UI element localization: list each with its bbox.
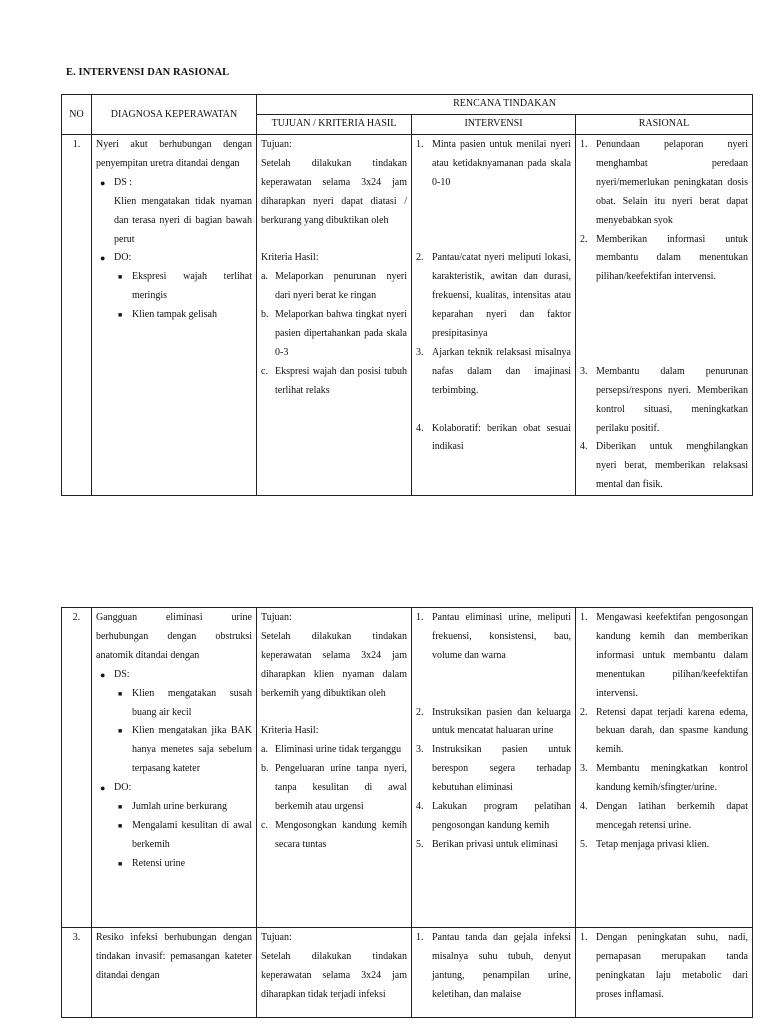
list-item: ■ Jumlah urine berkurang bbox=[118, 801, 227, 813]
do-bullet: ● DO: bbox=[100, 252, 132, 264]
list-item: b. Melaporkan bahwa tingkat nyeri pasien dipertahankan pada skala 0-3 bbox=[261, 309, 407, 358]
intervensi-cell bbox=[412, 608, 576, 928]
table-row bbox=[62, 608, 753, 928]
list-item: 3. Membantu dalam penurunan persepsi/respons nyeri. Memberikan kontrol situasi, meningkatkan perilaku positif. bbox=[580, 365, 748, 434]
list-item: c. Ekspresi wajah dan posisi tubuh terlihat relaks bbox=[261, 365, 407, 396]
list-item: 3. Membantu meningkatkan kontrol kandung kemih/sfingter/urine. bbox=[580, 763, 748, 794]
list-item: ■ Klien mengatakan susah buang air kecil bbox=[118, 687, 252, 718]
kriteria-label: Kriteria Hasil: bbox=[261, 725, 319, 737]
diagnosa-cell bbox=[92, 928, 257, 1018]
tujuan-cell bbox=[257, 928, 412, 1018]
list-item: 2. Instruksikan pasien dan keluarga untuk mencatat haluaran urine bbox=[416, 706, 571, 737]
tujuan-label: Tujuan: bbox=[261, 612, 292, 623]
tujuan-label: Tujuan: bbox=[261, 139, 292, 150]
header-intervensi: INTERVENSI bbox=[412, 115, 576, 135]
list-item: 4. Diberikan untuk menghilangkan nyeri berat, memberikan relaksasi mental dan fisik. bbox=[580, 441, 748, 491]
list-item: 1. Pantau tanda dan gejala infeksi misalnya suhu tubuh, denyut jantung, penampilan urine, keletihan, dan malaise bbox=[416, 932, 571, 1000]
tujuan-label: Tujuan: bbox=[261, 932, 292, 943]
table-row bbox=[62, 928, 753, 1018]
intervensi-cell bbox=[412, 135, 576, 496]
list-item: 1. Mengawasi keefektifan pengosongan kandung kemih dan memberikan informasi untuk membantu dalam menentukan pilihan/keefektifan intervensi. bbox=[580, 612, 748, 699]
list-item: 2. Memberikan informasi untuk membantu dalam menentukan pilihan/keefektifan intervensi. bbox=[580, 233, 748, 283]
diagnosa-intro: Resiko infeksi berhubungan dengan tindakan invasif: pemasangan kateter ditandai dengan bbox=[96, 932, 252, 981]
list-item: 2. Pantau/catat nyeri meliputi lokasi, karakteristik, awitan dan durasi, frekuensi, kualitas, intensitas atau keparahan nyeri dan faktor presipitasinya bbox=[416, 252, 571, 340]
rasional-cell bbox=[576, 928, 753, 1018]
list-item: a. Eliminasi urine tidak terganggu bbox=[261, 744, 402, 756]
tujuan-text: Setelah dilakukan tindakan keperawatan selama 3x24 jam diharapkan klien nyaman dalam berkemih yang dibuktikan oleh bbox=[261, 630, 407, 699]
list-item: 5. Tetap menjaga privasi klien. bbox=[580, 838, 710, 850]
rasional-cell bbox=[576, 608, 753, 928]
list-item: ■ Ekspresi wajah terlihat meringis bbox=[118, 271, 252, 302]
list-item: b. Pengeluaran urine tanpa nyeri, tanpa kesulitan di awal berkemih atau urgensi bbox=[261, 763, 407, 813]
kriteria-label: Kriteria Hasil: bbox=[261, 252, 319, 264]
ds-text: Klien mengatakan tidak nyaman dan terasa nyeri di bagian bawah perut bbox=[114, 195, 252, 245]
header-tujuan: TUJUAN / KRITERIA HASIL bbox=[257, 115, 412, 135]
tujuan-text: Setelah dilakukan tindakan keperawatan selama 3x24 jam diharapkan nyeri dapat diatasi / berkurang yang dibuktikan oleh bbox=[261, 157, 407, 226]
list-item: ■ Klien tampak gelisah bbox=[118, 309, 217, 321]
tujuan-cell bbox=[257, 135, 412, 496]
section-heading: E. INTERVENSI DAN RASIONAL bbox=[66, 67, 230, 78]
list-item: 3. Ajarkan teknik relaksasi misalnya nafas dalam dan imajinasi terbimbing. bbox=[416, 346, 571, 396]
intervention-table-page-1 bbox=[61, 94, 753, 496]
diagnosa-cell bbox=[92, 135, 257, 496]
list-item: 4. Kolaboratif: berikan obat sesuai indikasi bbox=[416, 422, 571, 453]
list-item: ■ Retensi urine bbox=[118, 857, 186, 869]
list-item: ■ Mengalami kesulitan di awal berkemih bbox=[118, 819, 252, 850]
row-number: 2. bbox=[62, 608, 92, 928]
do-bullet: ● DO: bbox=[100, 782, 132, 794]
header-rasional: RASIONAL bbox=[576, 115, 753, 135]
list-item: 2. Retensi dapat terjadi karena edema, bekuan darah, dan spasme kandung kemih. bbox=[580, 706, 748, 756]
row-number: 1. bbox=[62, 135, 92, 496]
header-diagnosa: DIAGNOSA KEPERAWATAN bbox=[92, 95, 257, 135]
list-item: 1. Penundaan pelaporan nyeri menghambat peredaan nyeri/memerlukan peningkatan dosis obat. Selain itu nyeri berat dapat menyebabkan syok bbox=[580, 139, 748, 226]
intervention-table-page-2 bbox=[61, 607, 753, 1018]
list-item: 1. Minta pasien untuk menilai nyeri atau ketidaknyamanan pada skala 0-10 bbox=[416, 139, 571, 188]
tujuan-text: Setelah dilakukan tindakan keperawatan selama 3x24 jam diharapkan tidak terjadi infeksi bbox=[261, 950, 407, 1000]
list-item: a. Melaporkan penurunan nyeri dari nyeri berat ke ringan bbox=[261, 271, 407, 302]
list-item: 1. Pantau eliminasi urine, meliputi frekuensi, konsistensi, bau, volume dan warna bbox=[416, 612, 571, 661]
tujuan-cell bbox=[257, 608, 412, 928]
list-item: 1. Dengan peningkatan suhu, nadi, pernapasan merupakan tanda peningkatan laju metabolic dari proses inflamasi. bbox=[580, 932, 748, 1000]
row-number: 3. bbox=[62, 928, 92, 1018]
list-item: ■ Klien mengatakan jika BAK hanya menetes saja sebelum terpasang kateter bbox=[118, 725, 252, 775]
diagnosa-cell bbox=[92, 608, 257, 928]
header-no: NO bbox=[62, 95, 92, 135]
ds-bullet: ● DS: bbox=[100, 668, 130, 680]
diagnosa-intro: Gangguan eliminasi urine berhubungan dengan obstruksi anatomik ditandai dengan bbox=[96, 612, 252, 661]
ds-bullet: ● DS : bbox=[100, 176, 133, 188]
rasional-cell bbox=[576, 135, 753, 496]
list-item: 5. Berikan privasi untuk eliminasi bbox=[416, 838, 558, 850]
intervensi-cell bbox=[412, 928, 576, 1018]
header-rencana-tindakan: RENCANA TINDAKAN bbox=[257, 95, 753, 115]
list-item: 3. Instruksikan pasien untuk berespon segera terhadap kebutuhan eliminasi bbox=[416, 744, 571, 794]
list-item: 4. Lakukan program pelatihan pengosongan kandung kemih bbox=[416, 801, 571, 831]
list-item: c. Mengosongkan kandung kemih secara tuntas bbox=[261, 819, 407, 850]
table-row bbox=[62, 135, 753, 496]
list-item: 4. Dengan latihan berkemih dapat mencegah retensi urine. bbox=[580, 801, 748, 831]
diagnosa-intro: Nyeri akut berhubungan dengan penyempitan uretra ditandai dengan bbox=[96, 139, 252, 169]
